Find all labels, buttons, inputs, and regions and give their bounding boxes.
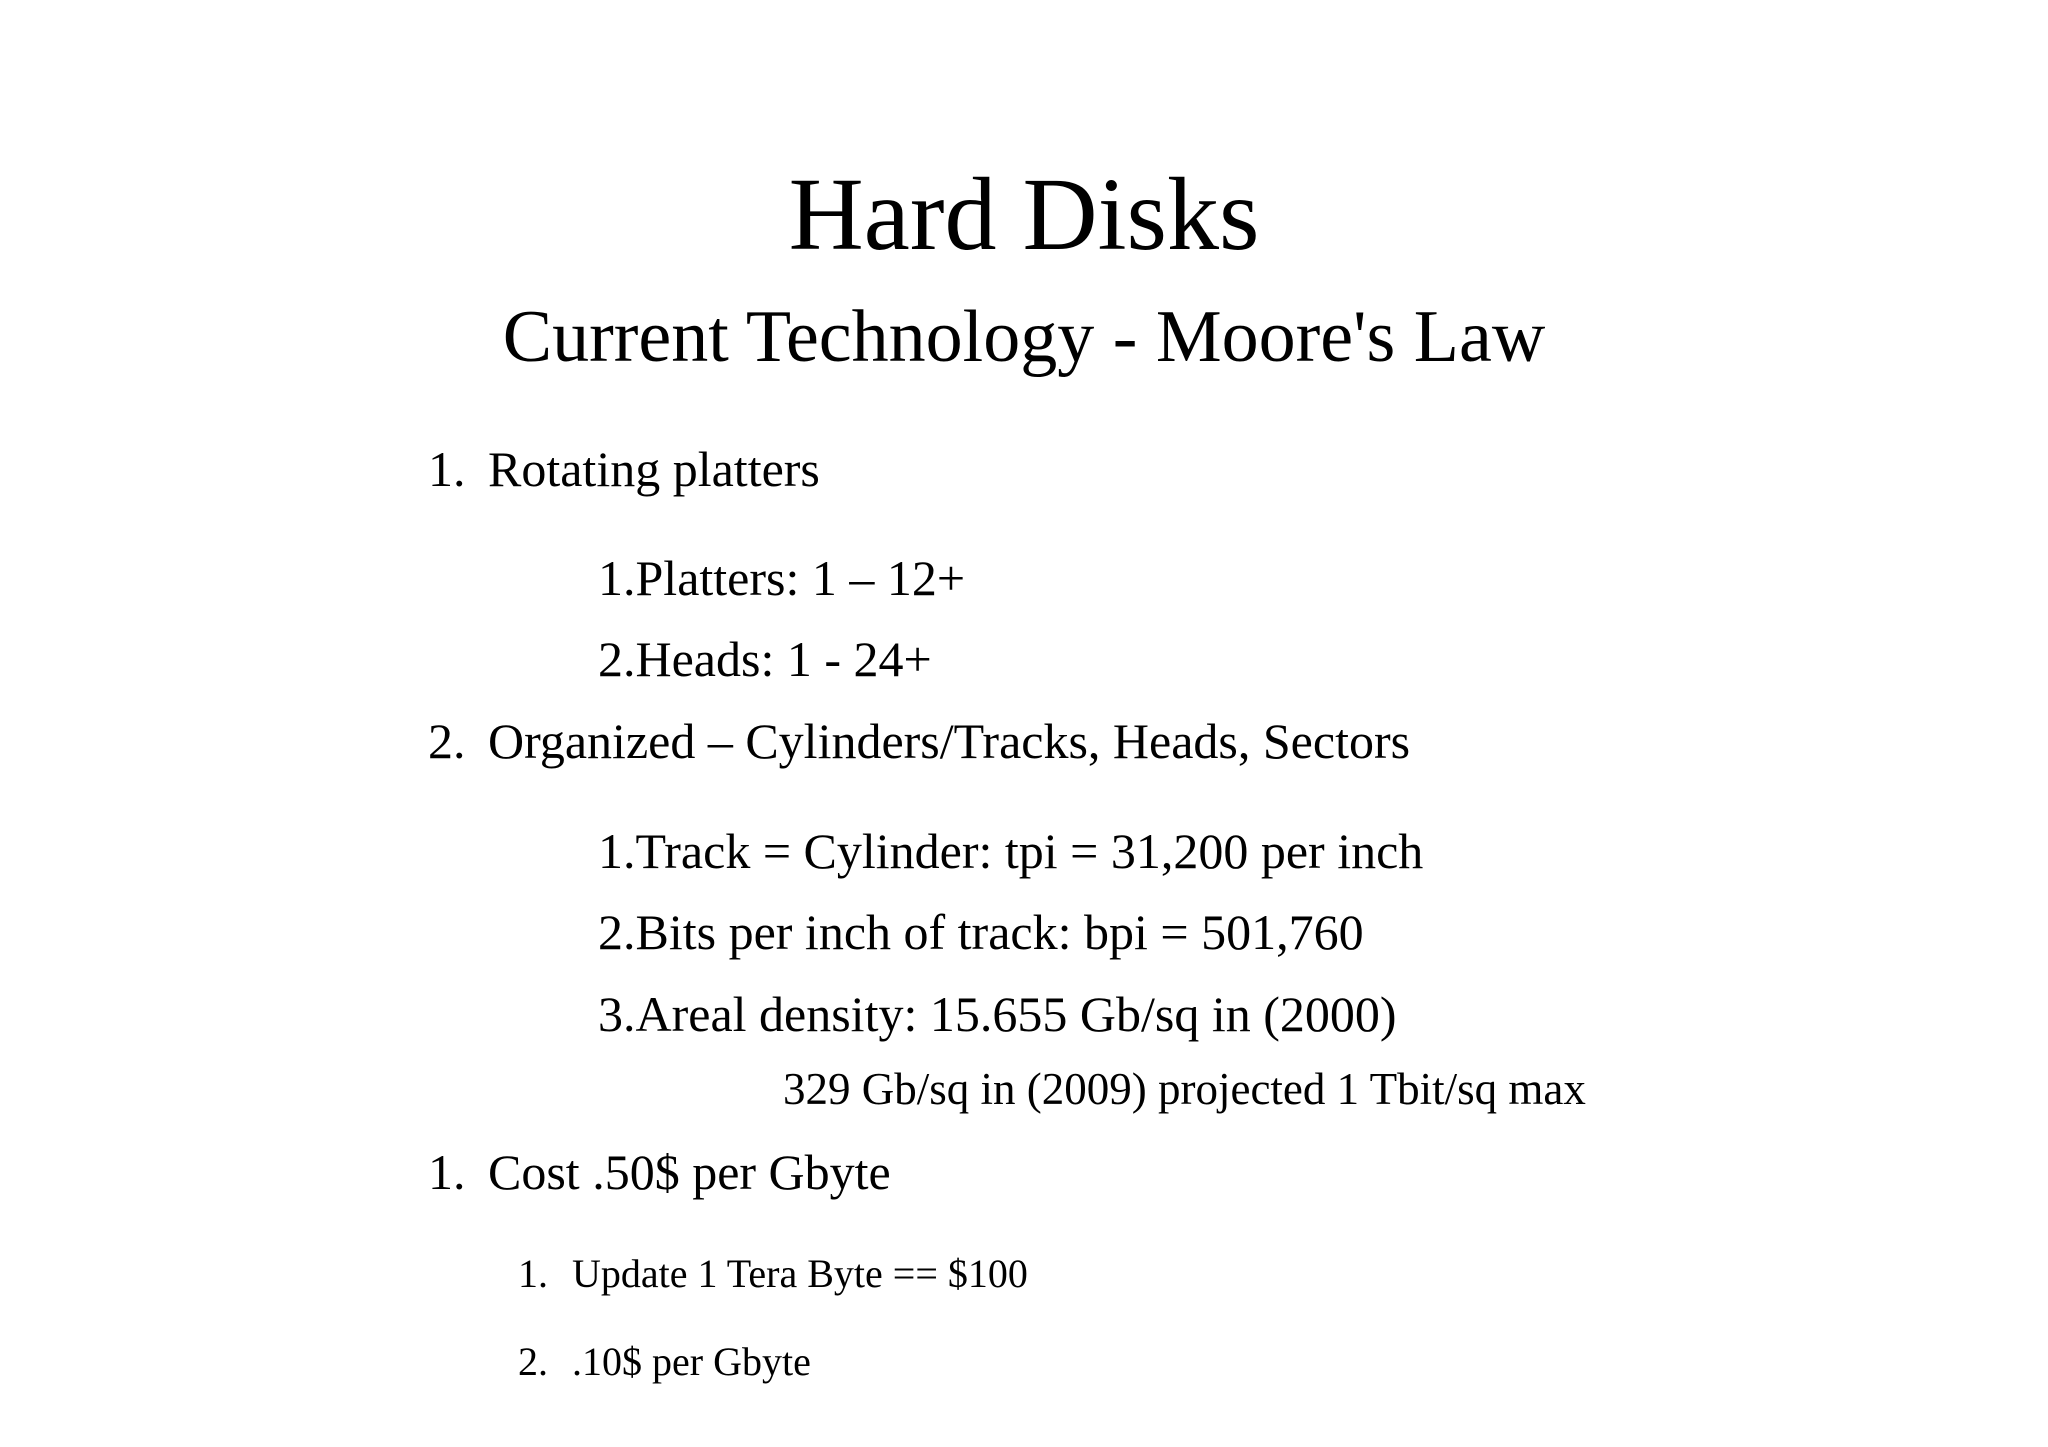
list-item-number: 1. [428, 441, 466, 497]
list-item-number: 2. [428, 713, 466, 769]
sub-list-item-number: 2. [518, 1339, 548, 1384]
list-item: Rotating platters [488, 441, 820, 497]
sub-list-item: 1.Track = Cylinder: tpi = 31,200 per inch [598, 823, 1424, 879]
list-item-number: 1. [428, 1144, 466, 1200]
list-item: Cost .50$ per Gbyte [488, 1144, 891, 1200]
sub-list-continuation: 329 Gb/sq in (2009) projected 1 Tbit/sq max [783, 1064, 1586, 1114]
sub-list-item: .10$ per Gbyte [572, 1339, 811, 1384]
sub-list-item: 2.Heads: 1 - 24+ [598, 631, 932, 687]
sub-list-item: 3.Areal density: 15.655 Gb/sq in (2000) [598, 986, 1397, 1042]
sub-list-item-number: 1. [518, 1251, 548, 1296]
sub-list-item: 1.Platters: 1 – 12+ [598, 550, 966, 606]
sub-list-item: 2.Bits per inch of track: bpi = 501,760 [598, 904, 1364, 960]
list-item: Organized – Cylinders/Tracks, Heads, Sectors [488, 713, 1411, 769]
slide-title: Hard Disks [788, 157, 1260, 272]
sub-list-item: Update 1 Tera Byte == $100 [572, 1251, 1028, 1296]
slide-subtitle: Current Technology - Moore's Law [502, 296, 1546, 378]
